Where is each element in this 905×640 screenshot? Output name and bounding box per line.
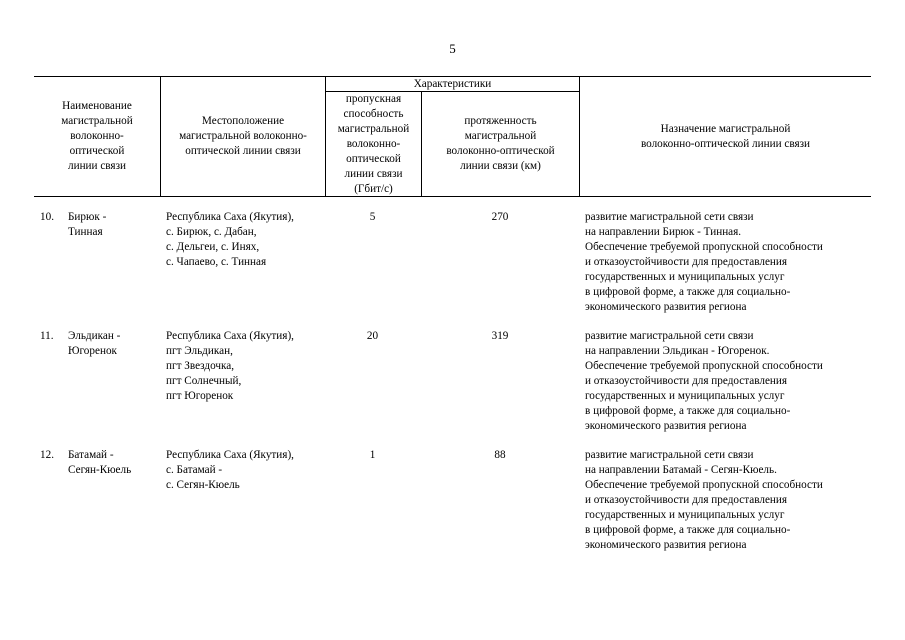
route-purpose — [585, 448, 875, 553]
header-location-line: Местоположение — [201, 115, 285, 127]
header-capacity — [326, 92, 421, 196]
route-purpose-line: развитие магистральной сети связи — [585, 330, 754, 342]
route-name — [68, 448, 158, 478]
header-location — [161, 77, 325, 196]
header-length-line: волоконно-оптической — [446, 145, 555, 157]
route-name-line: Югоренок — [68, 345, 117, 357]
route-location-line: с. Дельгеи, с. Инях, — [166, 241, 260, 253]
header-location-line: магистральной волоконно- — [179, 130, 307, 142]
header-length-line: протяженность — [464, 115, 537, 127]
route-name-line: Тинная — [68, 226, 103, 238]
header-name-line: оптической — [69, 145, 125, 157]
route-location-line: с. Чапаево, с. Тинная — [166, 256, 267, 268]
route-name-line: Батамай - — [68, 449, 114, 461]
route-location-line: пгт Звездочка, — [166, 360, 235, 372]
header-capacity-line: способность — [343, 107, 404, 120]
length-value: 270 — [491, 211, 509, 223]
header-length — [422, 92, 579, 196]
route-name — [68, 329, 158, 359]
route-name — [68, 210, 158, 240]
route-purpose — [585, 210, 875, 315]
header-length-line: линии связи (км) — [460, 160, 541, 172]
route-location-line: с. Бирюк, с. Дабан, — [166, 226, 257, 238]
header-bottom-border — [34, 196, 871, 197]
route-name-line: Бирюк - — [68, 211, 107, 223]
route-purpose-line: государственных и муниципальных услуг — [585, 509, 785, 521]
route-purpose — [585, 329, 875, 434]
route-location-line: Республика Саха (Якутия), — [166, 330, 294, 342]
row-number: 11. — [40, 330, 54, 342]
route-purpose-line: и отказоустойчивости для предоставления — [585, 494, 788, 506]
route-purpose-line: и отказоустойчивости для предоставления — [585, 256, 788, 268]
row-number: 12. — [40, 449, 54, 461]
header-name — [34, 77, 160, 196]
route-location-line: Республика Саха (Якутия), — [166, 211, 294, 223]
route-purpose-line: развитие магистральной сети связи — [585, 211, 754, 223]
route-purpose-line: в цифровой форме, а также для социально- — [585, 405, 791, 417]
header-name-line: Наименование — [62, 100, 132, 112]
capacity-value: 5 — [369, 211, 376, 223]
route-location-line: с. Батамай - — [166, 464, 223, 476]
header-capacity-line: волоконно- — [346, 137, 401, 150]
route-location-line: Республика Саха (Якутия), — [166, 449, 294, 461]
length-value: 88 — [494, 449, 506, 461]
header-purpose-line: волоконно-оптической линии связи — [640, 137, 811, 150]
route-location-line: пгт Солнечный, — [166, 375, 242, 387]
row-number: 10. — [40, 211, 54, 223]
header-length-line: магистральной — [464, 130, 537, 142]
header-characteristics: Характеристики — [413, 77, 492, 90]
header-capacity-line: оптической — [346, 152, 401, 165]
capacity-value: 1 — [369, 449, 376, 461]
route-purpose-line: на направлении Бирюк - Тинная. — [585, 226, 742, 238]
route-name-line: Сегян-Кюель — [68, 464, 132, 476]
route-location-line: пгт Югоренок — [166, 390, 234, 402]
route-location — [166, 448, 324, 493]
route-location — [166, 210, 324, 270]
header-purpose-line: Назначение магистральной — [660, 122, 791, 135]
header-capacity-line: (Гбит/с) — [354, 182, 393, 195]
route-purpose-line: на направлении Эльдикан - Югоренок. — [585, 345, 770, 357]
header-location-line: оптической линии связи — [185, 145, 301, 157]
length-value: 319 — [491, 330, 509, 342]
route-name-line: Эльдикан - — [68, 330, 121, 342]
header-name-line: магистральной — [61, 115, 133, 127]
header-name-line: волоконно- — [70, 130, 124, 142]
capacity-value: 20 — [366, 330, 379, 342]
route-purpose-line: Обеспечение требуемой пропускной способности — [585, 241, 823, 253]
route-purpose-line: в цифровой форме, а также для социально- — [585, 524, 791, 536]
route-purpose-line: экономического развития региона — [585, 539, 747, 551]
header-purpose — [580, 77, 871, 196]
route-purpose-line: экономического развития региона — [585, 420, 747, 432]
route-location-line: пгт Эльдикан, — [166, 345, 233, 357]
route-purpose-line: Обеспечение требуемой пропускной способности — [585, 360, 823, 372]
route-purpose-line: государственных и муниципальных услуг — [585, 390, 785, 402]
page-number: 5 — [449, 41, 456, 56]
header-capacity-line: магистральной — [337, 122, 410, 135]
route-purpose-line: развитие магистральной сети связи — [585, 449, 754, 461]
header-capacity-line: линии связи — [344, 167, 403, 180]
route-purpose-line: в цифровой форме, а также для социально- — [585, 286, 791, 298]
route-purpose-line: государственных и муниципальных услуг — [585, 271, 785, 283]
route-location — [166, 329, 324, 404]
route-location-line: с. Сегян-Кюель — [166, 479, 240, 491]
route-purpose-line: Обеспечение требуемой пропускной способности — [585, 479, 823, 491]
route-purpose-line: на направлении Батамай - Сегян-Кюель. — [585, 464, 777, 476]
header-name-line: линии связи — [68, 160, 126, 172]
header-capacity-line: пропускная — [345, 92, 402, 105]
route-purpose-line: и отказоустойчивости для предоставления — [585, 375, 788, 387]
route-purpose-line: экономического развития региона — [585, 301, 747, 313]
